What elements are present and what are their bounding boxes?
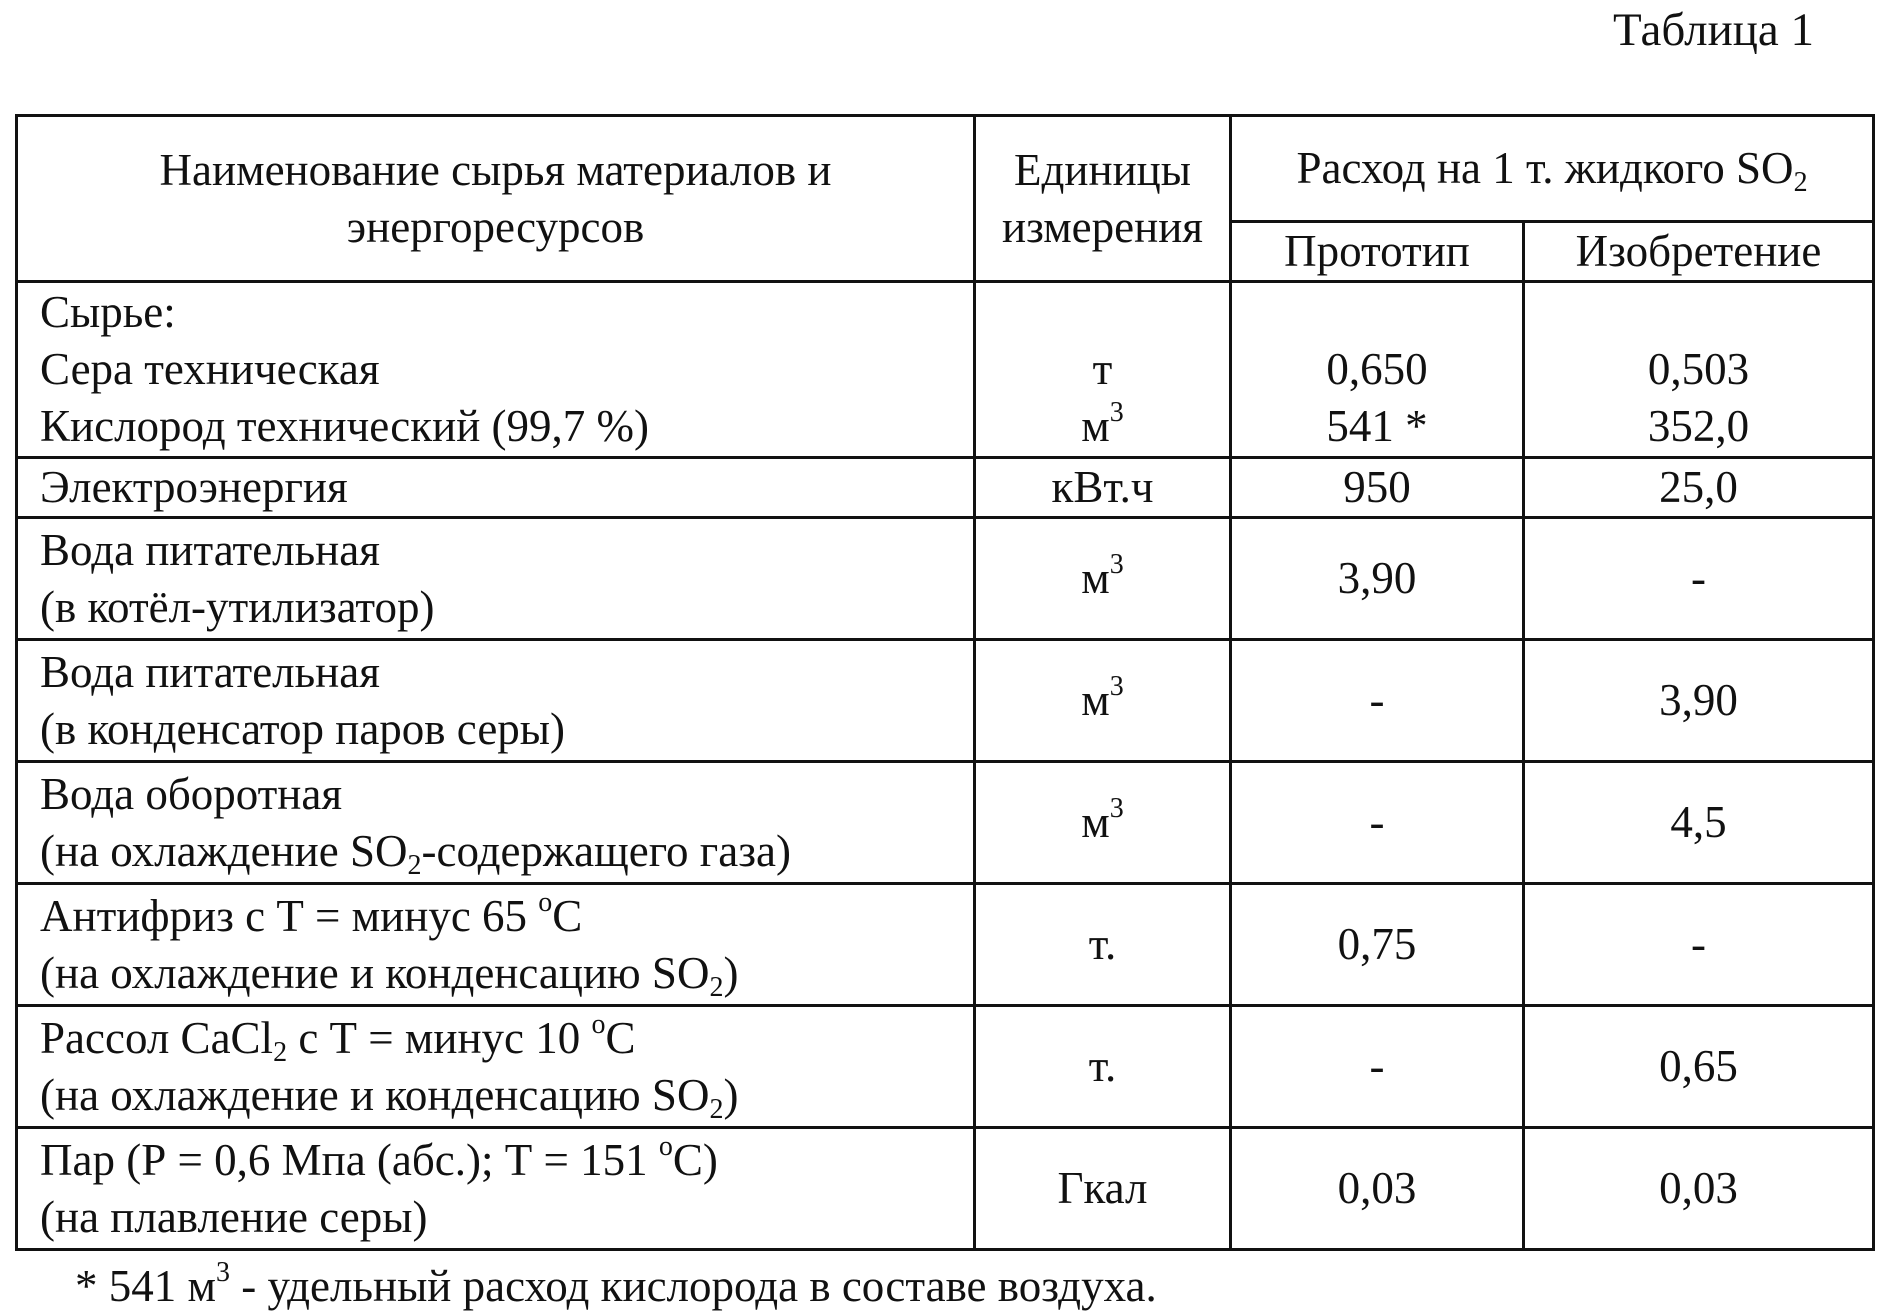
recycled-water-invention: 4,5 [1524, 762, 1874, 884]
electricity-invention: 25,0 [1524, 458, 1874, 518]
antifreeze-invention: - [1524, 884, 1874, 1006]
raw-oxygen-unit-sup: 3 [1109, 397, 1124, 428]
recycled-water-line2-sub: 2 [407, 849, 422, 881]
brine-line1-c: С [605, 1012, 636, 1063]
steam-line1-sup: о [658, 1130, 673, 1162]
table-caption: Таблица 1 [1612, 4, 1814, 56]
electricity-unit: кВт.ч [975, 458, 1231, 518]
antifreeze-line1-b: С [552, 890, 583, 941]
table-row-feedwater-boiler [17, 518, 1874, 640]
feedwater-condenser-unit-sup: 3 [1109, 671, 1124, 702]
brine-prototype: - [1231, 1006, 1524, 1128]
antifreeze-unit: т. [975, 884, 1231, 1006]
table-row-brine [17, 1006, 1874, 1128]
steam-line2: (на плавление серы) [40, 1191, 428, 1242]
brine-line1-sub: 2 [273, 1036, 288, 1068]
header-name: Наименование сырья материалов и энергоресурсов [17, 116, 975, 282]
feedwater-condenser-invention: 3,90 [1524, 640, 1874, 762]
antifreeze-line2-sub: 2 [709, 971, 724, 1003]
footnote [75, 1258, 1157, 1314]
raw-group-title: Сырье: [40, 287, 176, 337]
raw-units [975, 282, 1231, 458]
feedwater-condenser-unit: м [1081, 675, 1110, 725]
header-consumption-formula-sub: 2 [1793, 167, 1808, 198]
recycled-water-line2-b: -содержащего газа) [421, 825, 791, 876]
electricity-name: Электроэнергия [17, 458, 975, 518]
feedwater-boiler-unit-sup: 3 [1109, 549, 1124, 580]
header-consumption [1231, 116, 1874, 222]
antifreeze-line2-a: (на охлаждение и конденсацию SO [40, 947, 710, 998]
footnote-sup: 3 [215, 1257, 230, 1288]
recycled-water-unit-sup: 3 [1109, 793, 1124, 824]
raw-sulfur-unit: т [1092, 344, 1113, 394]
raw-invention [1524, 282, 1874, 458]
table-row-antifreeze [17, 884, 1874, 1006]
raw-sulfur-prototype: 0,650 [1326, 344, 1428, 394]
brine-line1-sup: о [591, 1008, 606, 1040]
footnote-suffix: - удельный расход кислорода в составе воздуха. [229, 1261, 1157, 1311]
table-row-electricity [17, 458, 1874, 518]
antifreeze-prototype: 0,75 [1231, 884, 1524, 1006]
raw-sulfur-invention: 0,503 [1647, 344, 1750, 394]
brine-unit: т. [975, 1006, 1231, 1128]
feedwater-boiler-line1: Вода питательная [40, 524, 380, 575]
raw-oxygen-unit: м [1081, 401, 1110, 451]
brine-line1-a: Рассол CaCl [40, 1012, 274, 1063]
table-row-recycled-water [17, 762, 1874, 884]
antifreeze-line2-b: ) [723, 947, 739, 998]
brine-line2-a: (на охлаждение и конденсацию SO [40, 1069, 710, 1120]
steam-line1-a: Пар (Р = 0,6 Мпа (абс.); Т = 151 [40, 1134, 659, 1185]
steam-prototype: 0,03 [1231, 1128, 1524, 1250]
feedwater-boiler-line2: (в котёл-утилизатор) [40, 581, 435, 632]
steam-invention: 0,03 [1524, 1128, 1874, 1250]
recycled-water-line2-a: (на охлаждение SO [40, 825, 408, 876]
footnote-prefix: * 541 м [75, 1261, 216, 1311]
header-unit: Единицы измерения [975, 116, 1231, 282]
feedwater-boiler-unit: м [1081, 553, 1110, 603]
brine-line2-sub: 2 [709, 1093, 724, 1125]
raw-oxygen-invention: 352,0 [1647, 401, 1750, 451]
recycled-water-line1: Вода оборотная [40, 768, 343, 819]
brine-invention: 0,65 [1524, 1006, 1874, 1128]
raw-prototype [1231, 282, 1524, 458]
brine-line2-b: ) [723, 1069, 739, 1120]
raw-sulfur-name: Сера техническая [40, 344, 380, 394]
raw-oxygen-name: Кислород технический (99,7 %) [40, 401, 650, 451]
header-prototype: Прототип [1231, 222, 1524, 282]
table-row-steam [17, 1128, 1874, 1250]
recycled-water-unit: м [1081, 797, 1110, 847]
header-consumption-text: Расход на 1 т. жидкого [1296, 143, 1737, 193]
electricity-prototype: 950 [1231, 458, 1524, 518]
recycled-water-prototype: - [1231, 762, 1524, 884]
table-row-feedwater-condenser [17, 640, 1874, 762]
steam-unit: Гкал [975, 1128, 1231, 1250]
consumption-table [15, 114, 1875, 1251]
raw-oxygen-prototype: 541 * [1326, 401, 1428, 451]
header-invention: Изобретение [1524, 222, 1874, 282]
steam-line1-b: С) [672, 1134, 718, 1185]
feedwater-condenser-line2: (в конденсатор паров серы) [40, 703, 566, 754]
header-consumption-formula: SO [1736, 143, 1794, 193]
antifreeze-line1-a: Антифриз с Т = минус 65 [40, 890, 539, 941]
raw-names [17, 282, 975, 458]
brine-line1-b: с Т = минус 10 [287, 1012, 592, 1063]
feedwater-boiler-invention: - [1524, 518, 1874, 640]
feedwater-condenser-line1: Вода питательная [40, 646, 380, 697]
feedwater-boiler-prototype: 3,90 [1231, 518, 1524, 640]
table-row-raw [17, 282, 1874, 458]
feedwater-condenser-prototype: - [1231, 640, 1524, 762]
antifreeze-line1-sup: о [538, 886, 553, 918]
